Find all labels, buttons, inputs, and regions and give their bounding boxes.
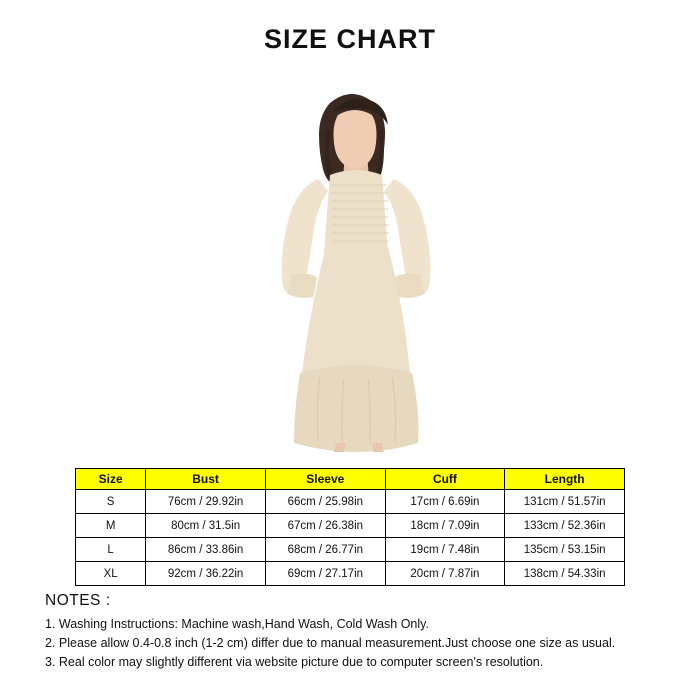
cell-size: L [76,538,146,562]
cell-sleeve: 67cm / 26.38in [265,514,385,538]
table-row [76,490,625,514]
table-row [76,562,625,586]
column-header-length: Length [505,469,625,490]
cell-length: 133cm / 52.36in [505,514,625,538]
note-line: 1. Washing Instructions: Machine wash,Hand Wash, Cold Wash Only. [45,617,429,631]
size-table [75,468,625,586]
product-photo [0,57,700,452]
table-row [76,538,625,562]
column-header-sleeve: Sleeve [265,469,385,490]
notes-heading: NOTES : [45,592,111,609]
cell-cuff: 19cm / 7.48in [385,538,505,562]
cell-size: M [76,514,146,538]
table-header-row [76,469,625,490]
column-header-size: Size [76,469,146,490]
model-illustration [0,57,700,452]
cell-bust: 86cm / 33.86in [146,538,266,562]
cell-sleeve: 68cm / 26.77in [265,538,385,562]
note-line: 3. Real color may slightly different via website picture due to computer screen's resolution. [45,655,544,669]
page-title: SIZE CHART [264,24,436,54]
cell-sleeve: 69cm / 27.17in [265,562,385,586]
cell-length: 131cm / 51.57in [505,490,625,514]
cell-size: XL [76,562,146,586]
cell-cuff: 18cm / 7.09in [385,514,505,538]
column-header-bust: Bust [146,469,266,490]
cell-bust: 80cm / 31.5in [146,514,266,538]
cell-length: 138cm / 54.33in [505,562,625,586]
cell-length: 135cm / 53.15in [505,538,625,562]
notes-section [45,592,665,672]
cell-cuff: 20cm / 7.87in [385,562,505,586]
cell-size: S [76,490,146,514]
cell-bust: 92cm / 36.22in [146,562,266,586]
column-header-cuff: Cuff [385,469,505,490]
note-line: 2. Please allow 0.4-0.8 inch (1-2 cm) differ due to manual measurement.Just choose one size as usual. [45,636,616,650]
cell-bust: 76cm / 29.92in [146,490,266,514]
table-row [76,514,625,538]
cell-cuff: 17cm / 6.69in [385,490,505,514]
size-table-container [75,468,625,586]
cell-sleeve: 66cm / 25.98in [265,490,385,514]
